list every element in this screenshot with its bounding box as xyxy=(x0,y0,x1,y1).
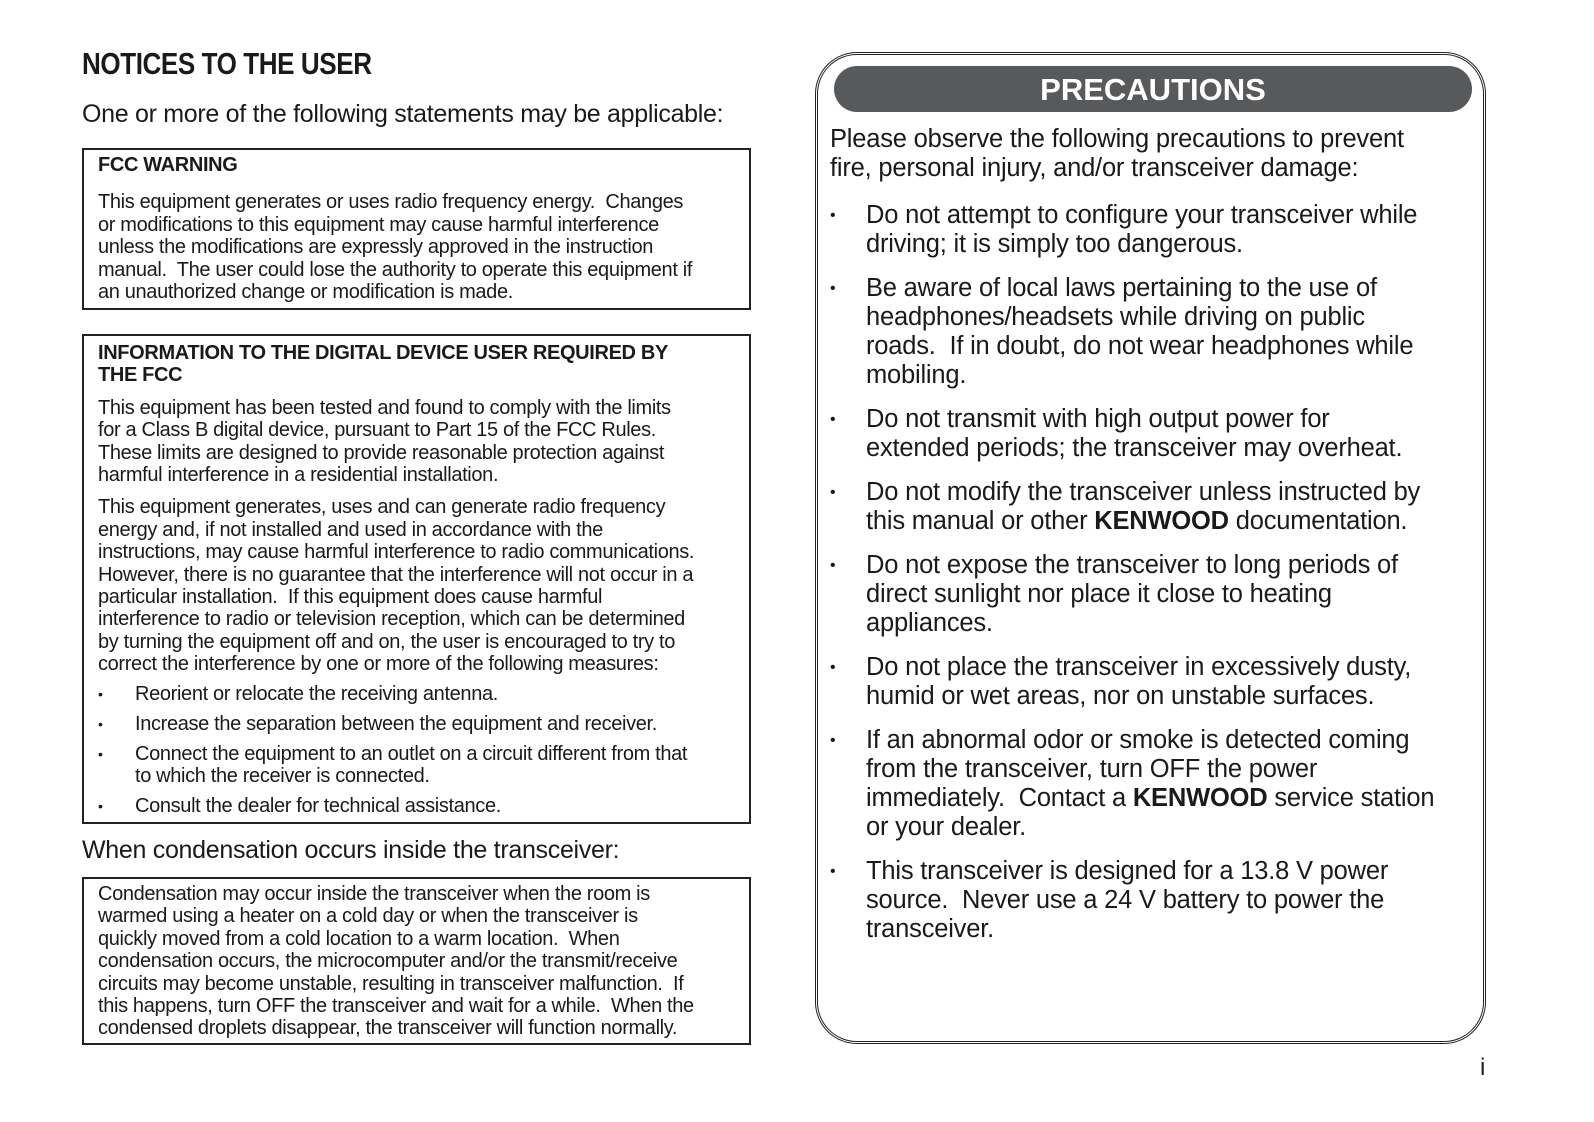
precaution-text xyxy=(866,201,1417,259)
list-item-text: Connect the equipment to an outlet on a circuit different from that to which the receiver is connected. xyxy=(135,743,688,788)
precaution-text-part: documentation. xyxy=(1228,507,1408,535)
list-item-text: Reorient or relocate the receiving antenna. xyxy=(135,683,498,706)
precaution-text xyxy=(866,857,1388,944)
fcc-warning-box xyxy=(82,148,751,310)
precaution-item xyxy=(830,201,1434,259)
precaution-text-part: Do not expose the transceiver to long periods of direct sunlight nor place it close to heating appliances. xyxy=(866,551,1398,637)
brand-name: KENWOOD xyxy=(1094,507,1229,535)
precaution-text xyxy=(866,478,1420,536)
precaution-text xyxy=(866,726,1434,842)
digital-device-info-box xyxy=(82,334,751,824)
bullet-icon: • xyxy=(830,207,836,224)
bullet-icon: • xyxy=(98,716,103,733)
precaution-item xyxy=(830,405,1434,463)
precautions-panel xyxy=(815,52,1486,1044)
precaution-text-part: Do not place the transceiver in excessively dusty, humid or wet areas, nor on unstable surfaces. xyxy=(866,653,1412,710)
bullet-icon: • xyxy=(830,659,836,676)
digital-info-para1: This equipment has been tested and found to comply with the limits for a Class B digital device, pursuant to Part 15 of the FCC Rules. These limits are designed to provide reasonable protection against harmful interference in a residential installation. xyxy=(98,396,671,487)
precaution-text-part: Do not attempt to configure your transceiver while driving; it is simply too dangerous. xyxy=(866,201,1418,258)
precautions-header: PRECAUTIONS xyxy=(834,66,1472,112)
bullet-icon: • xyxy=(830,863,836,880)
bullet-icon: • xyxy=(830,732,836,749)
digital-info-para2: This equipment generates, uses and can generate radio frequency energy and, if not installed and used in accordance with the instructions, may cause harmful interference to radio communications. However, there is no guarantee that the interference will not occur in a particular installation. If this equipment does cause harmful interference to radio or television reception, which can be determined by turning the equipment off and on, the user is encouraged to try to correct the interference by one or more of the following measures: xyxy=(98,496,695,676)
precaution-text xyxy=(866,653,1411,711)
precaution-text-part: If an abnormal odor or smoke is detected coming from the transceiver, turn OFF the power immediately. Contact a xyxy=(866,726,1410,812)
precaution-text-part: service station or your dealer. xyxy=(866,784,1435,841)
bullet-icon: • xyxy=(830,557,836,574)
bullet-icon: • xyxy=(98,798,103,815)
bullet-icon: • xyxy=(830,411,836,428)
precaution-item xyxy=(830,478,1434,536)
brand-name: KENWOOD xyxy=(1132,784,1268,812)
bullet-icon: • xyxy=(830,280,836,297)
precaution-item xyxy=(830,857,1434,944)
precaution-text-part: Be aware of local laws pertaining to the use of headphones/headsets while driving on public roads. If in doubt, do not wear headphones while mobiling. xyxy=(866,274,1414,389)
precaution-text-part: This transceiver is designed for a 13.8 V power source. Never use a 24 V battery to power the transceiver. xyxy=(866,857,1389,943)
precaution-item xyxy=(830,274,1434,390)
fcc-warning-body: This equipment generates or uses radio frequency energy. Changes or modifications to this equipment may cause harmful interference unless the modifications are expressly approved in the instruction manual. The user could lose the authority to operate this equipment if an unauthorized change or modification is made. xyxy=(98,191,693,304)
precaution-item xyxy=(830,551,1434,638)
intro-text: One or more of the following statements may be applicable: xyxy=(82,100,724,128)
fcc-warning-heading: FCC WARNING xyxy=(98,154,238,176)
precaution-text-part: Do not transmit with high output power for extended periods; the transceiver may overheat. xyxy=(866,405,1403,462)
list-item-text: Increase the separation between the equipment and receiver. xyxy=(135,713,657,736)
condensation-heading: When condensation occurs inside the transceiver: xyxy=(82,836,620,864)
condensation-box xyxy=(82,877,751,1045)
list-item-text: Consult the dealer for technical assistance. xyxy=(135,795,501,818)
precaution-text-part: Do not modify the transceiver unless instructed by this manual or other xyxy=(866,478,1421,535)
condensation-body: Condensation may occur inside the transceiver when the room is warmed using a heater on a cold day or when the transceiver is quickly moved from a cold location to a warm location. When condensation occurs, the microcomputer and/or the transmit/receive circuits may become unstable, resulting in transceiver malfunction. If this happens, turn OFF the transceiver and wait for a while. When the condensed droplets disappear, the transceiver will function normally. xyxy=(98,883,694,1040)
page-number: i xyxy=(1480,1054,1486,1081)
bullet-icon: • xyxy=(830,484,836,501)
precaution-text xyxy=(866,274,1413,390)
list-item xyxy=(98,713,749,735)
precaution-item xyxy=(830,726,1434,842)
digital-info-heading: INFORMATION TO THE DIGITAL DEVICE USER REQUIRED BY THE FCC xyxy=(98,342,668,387)
list-item xyxy=(98,795,749,817)
list-item xyxy=(98,683,749,705)
precautions-intro: Please observe the following precautions to prevent fire, personal injury, and/or transceiver damage: xyxy=(830,125,1404,182)
precaution-text xyxy=(866,405,1402,463)
bullet-icon: • xyxy=(98,746,103,762)
page-title: NOTICES TO THE USER xyxy=(82,46,372,81)
precaution-text xyxy=(866,551,1398,638)
bullet-icon: • xyxy=(98,686,103,703)
list-item xyxy=(98,743,749,788)
precaution-item xyxy=(830,653,1434,711)
